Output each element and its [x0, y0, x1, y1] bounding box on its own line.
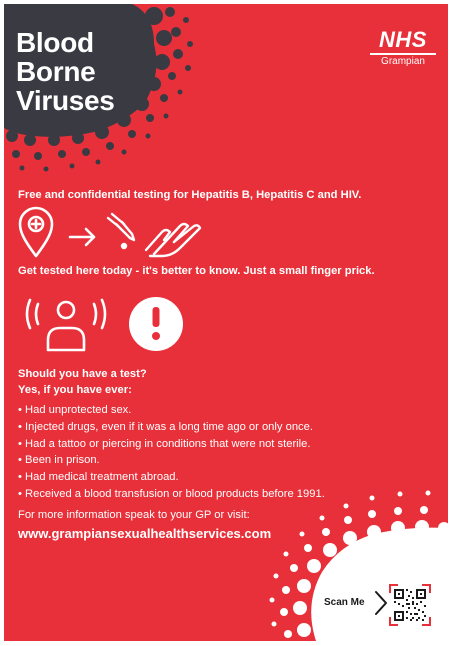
qr-code-icon[interactable] [389, 584, 431, 626]
scan-me-label: Scan Me [324, 597, 365, 608]
nhs-logo-word: NHS [370, 28, 436, 55]
list-item: • Had medical treatment abroad. [18, 471, 179, 484]
title-line-3: Viruses [16, 85, 115, 116]
title-line-2: Borne [16, 56, 96, 87]
answer-subheading: Yes, if you have ever: [18, 384, 132, 396]
list-item: • Injected drugs, even if it was a long time ago or only once. [18, 420, 313, 433]
list-item: • Received a blood transfusion or blood products before 1991. [18, 487, 325, 500]
website-link[interactable]: www.grampiansexualhealthservices.com [18, 526, 272, 541]
info-text: For more information speak to your GP or visit: [18, 509, 250, 521]
list-item: • Been in prison. [18, 454, 100, 467]
nhs-logo-region: Grampian [381, 56, 425, 67]
question-heading: Should you have a test? [18, 368, 147, 380]
tagline-text: Get tested here today - it's better to know. Just a small finger prick. [18, 265, 375, 277]
scan-blob-decoration [4, 4, 448, 641]
poster [4, 4, 448, 641]
list-item: • Had unprotected sex. [18, 404, 132, 416]
title-line-1: Blood [16, 27, 94, 58]
list-item: • Had a tattoo or piercing in conditions that were not sterile. [18, 437, 311, 450]
intro-text: Free and confidential testing for Hepatitis B, Hepatitis C and HIV. [18, 189, 362, 201]
